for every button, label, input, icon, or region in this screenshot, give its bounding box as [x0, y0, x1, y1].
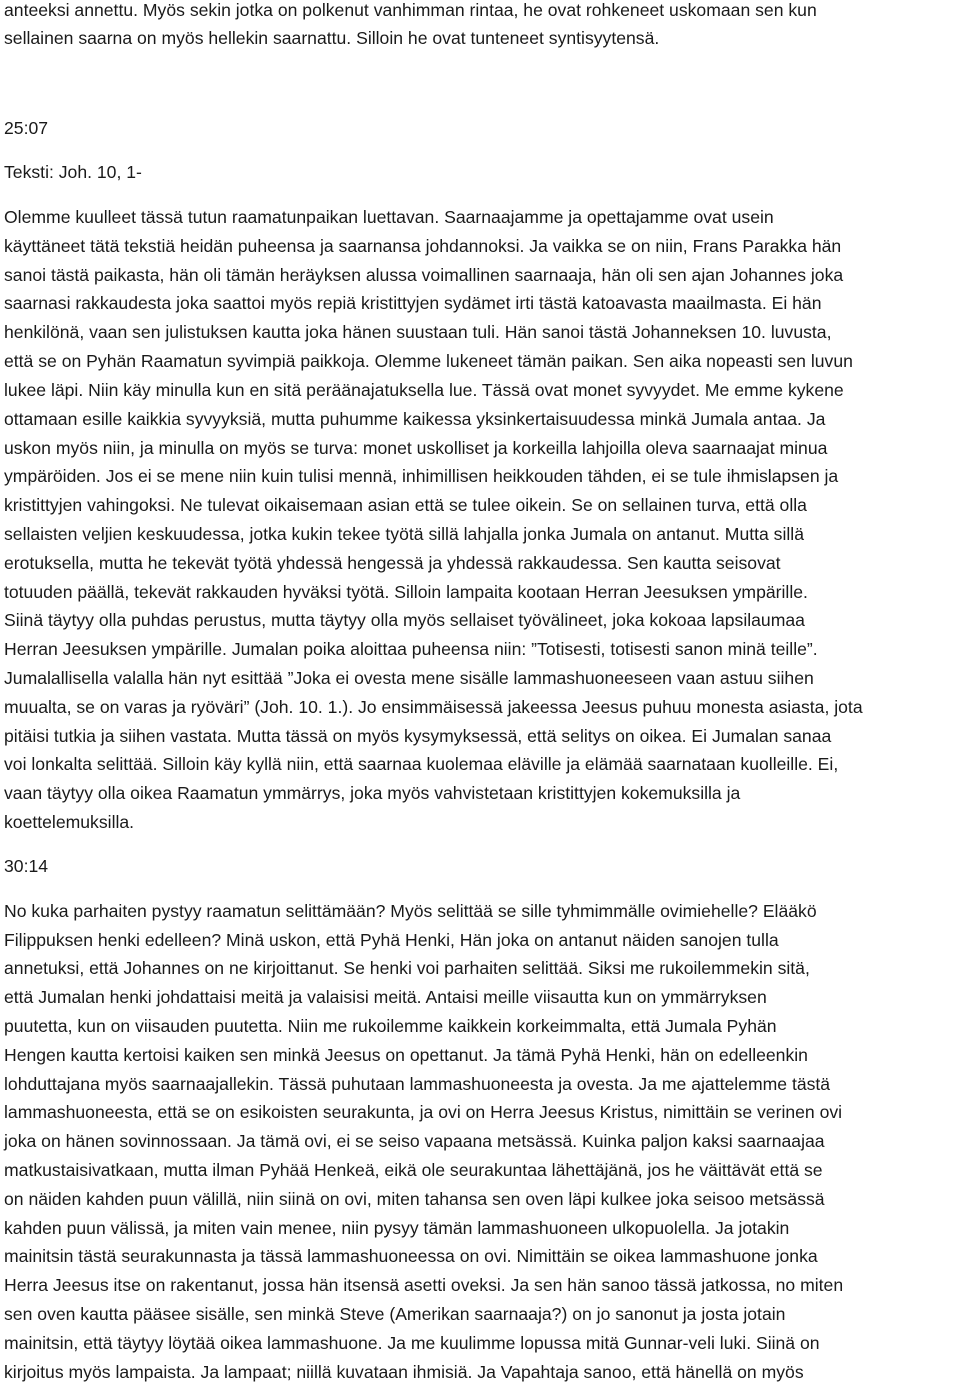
- text-line: kristittyjen vahingoksi. Ne tulevat oikaisemaan asian että se tulee oikein. Se on sellainen turva, että olla: [4, 495, 807, 515]
- text-line: saarnasi rakkaudesta joka saattoi myös repiä kristittyjen sydämet irti tästä katoavasta maailmasta. Ei hän: [4, 293, 822, 313]
- text-line: anteeksi annettu. Myös sekin jotka on polkenut vanhimman rintaa, he ovat rohkeneet uskomaan sen kun: [4, 0, 817, 20]
- text-line: henkilönä, vaan sen julistuksen kautta joka hänen suustaan tuli. Hän sanoi tästä Johanneksen 10. luvusta,: [4, 322, 832, 342]
- text-line: käyttäneet tätä tekstiä heidän puheensa ja saarnansa johdannoksi. Ja vaikka se on niin, Frans Parakka hän: [4, 236, 842, 256]
- text-line: lohduttajana myös saarnaajallekin. Tässä puhutaan lammashuoneesta ja ovesta. Ja me ajattelemme tästä: [4, 1074, 831, 1094]
- text-line: kirjoitus myös lampaista. Ja lampaat; niillä kuvataan ihmisiä. Ja Vapahtaja sanoo, että hänellä on myös: [4, 1362, 804, 1382]
- text-line: annetuksi, että Johannes on ne kirjoittanut. Se henki voi parhaiten selittää. Siksi me rukoilemmekin sitä,: [4, 958, 810, 978]
- text-line: että se on Pyhän Raamatun syvimpiä paikkoja. Olemme lukeneet tämän paikan. Sen aika nopeasti sen luvun: [4, 351, 853, 371]
- scripture-reference: Teksti: Joh. 10, 1-: [4, 162, 142, 182]
- text-line: sen oven kautta pääsee sisälle, sen minkä Steve (Amerikan saarnaaja?) on jo sanonut ja josta jotain: [4, 1304, 786, 1324]
- text-line: Hengen kautta kertoisi kaiken sen minkä Jeesus on opettanut. Ja tämä Pyhä Henki, hän on edelleenkin: [4, 1045, 808, 1065]
- text-line: on näiden kahden puun välillä, niin siinä on ovi, miten tahansa sen oven läpi kulkee joka seisoo metsässä: [4, 1189, 825, 1209]
- text-line: mainitsin, että täytyy löytää oikea lammashuone. Ja me kuulimme lopussa mitä Gunnar-veli luki. Siinä on: [4, 1333, 820, 1353]
- text-line: lukee läpi. Niin käy minulla kun en sitä peräänajatuksella lue. Tässä ovat monet syvyydet. Me emme kykene: [4, 380, 844, 400]
- text-line: joka on hänen sovinnossaan. Ja tämä ovi, ei se seiso vapaana metsässä. Kuinka paljon kaksi saarnaajaa: [4, 1131, 825, 1151]
- text-line: kahden puun välissä, ja miten vain menee, niin pysyy tämän lammashuoneen ulkopuolella. Ja jotakin: [4, 1218, 790, 1238]
- text-line: Olemme kuulleet tässä tutun raamatunpaikan luettavan. Saarnaajamme ja opettajamme ovat usein: [4, 207, 774, 227]
- text-line: voi lonkalta selittää. Silloin käy kyllä niin, että saarnaa kuolemaa eläville ja elämää saarnataan kuolleille. Ei,: [4, 754, 839, 774]
- text-line: Jumalallisella valalla hän nyt esittää ”Joka ei ovesta mene sisälle lammashuoneeseen vaan astuu siihen: [4, 668, 814, 688]
- text-line: sellainen saarna on myös hellekin saarnattu. Silloin he ovat tunteneet syntisyytensä.: [4, 28, 660, 48]
- text-line: sanoi tästä paikasta, hän oli tämän heräyksen alussa voimallinen saarnaaja, hän oli sen ajan Johannes joka: [4, 265, 844, 285]
- text-line: muualta, se on varas ja ryöväri” (Joh. 10. 1.). Jo ensimmäisessä jakeessa Jeesus puhuu monesta asiasta, jota: [4, 697, 863, 717]
- text-line: Herran Jeesuksen ympärille. Jumalan poika aloittaa puheensa niin: ”Totisesti, totisesti sanon minä teille”.: [4, 639, 818, 659]
- text-line: Siinä täytyy olla puhdas perustus, mutta täytyy olla myös sellaiset työvälineet, joka kokoaa lapsilaumaa: [4, 610, 805, 630]
- text-line: ottamaan esille kaikkia syvyyksiä, mutta puhumme kaikessa yksinkertaisuudessa minkä Jumala antaa. Ja: [4, 409, 826, 429]
- text-line: vaan täytyy olla oikea Raamatun ymmärrys, joka myös vahvistetaan kristittyjen kokemuksilla ja: [4, 783, 741, 803]
- text-line: ympäröiden. Jos ei se mene niin kuin tulisi mennä, inhimillisen heikkouden tähden, ei se tule ihmislapsen ja: [4, 466, 839, 486]
- text-line: että Jumalan henki johdattaisi meitä ja valaisisi meitä. Antaisi meille viisautta kun on ymmärryksen: [4, 987, 767, 1007]
- text-line: Herra Jeesus itse on rakentanut, jossa hän itsensä asetti oveksi. Ja sen hän sanoo tässä jatkossa, no miten: [4, 1275, 844, 1295]
- text-line: totuuden päällä, tekevät rakkauden hyväksi työtä. Silloin lampaita kootaan Herran Jeesuksen ympärille.: [4, 582, 808, 602]
- text-line: Filippuksen henki edelleen? Minä uskon, että Pyhä Henki, Hän joka on antanut näiden sanojen tulla: [4, 930, 779, 950]
- text-line: mainitsin tästä seurakunnasta ja tässä lammashuoneessa on ovi. Nimittäin se oikea lammashuone jonka: [4, 1246, 818, 1266]
- text-line: sellaisten veljien keskuudessa, jotka kukin tekee työtä sillä lahjalla jonka Jumala on antanut. Mutta sillä: [4, 524, 804, 544]
- text-line: puutetta, kun on viisauden puutetta. Niin me rukoilemme kaikkein korkeimmalta, että Jumala Pyhän: [4, 1016, 777, 1036]
- text-line: No kuka parhaiten pystyy raamatun selittämään? Myös selittää se sille tyhmimmälle ovimiehelle? Elääkö: [4, 901, 817, 921]
- text-line: lammashuoneesta, että se on esikoisten seurakunta, ja ovi on Herra Jeesus Kristus, nimittäin se verinen ovi: [4, 1102, 843, 1122]
- text-line: pitäisi tutkia ja siihen vastata. Mutta tässä on myös kysymyksessä, että selitys on oikea. Ei Jumalan sanaa: [4, 726, 832, 746]
- timestamp: 25:07: [4, 118, 49, 138]
- text-line: uskon myös niin, ja minulla on myös se turva: monet uskolliset ja korkeilla lahjoilla oleva saarnaajat minua: [4, 438, 828, 458]
- timestamp: 30:14: [4, 856, 49, 876]
- text-line: matkustaisivatkaan, mutta ilman Pyhää Henkeä, eikä ole seurakuntaa lähettäjänä, jos he väittävät että se: [4, 1160, 823, 1180]
- text-line: erotuksella, mutta he tekevät työtä yhdessä hengessä ja yhdessä rakkaudessa. Sen kautta seisovat: [4, 553, 781, 573]
- text-line: koettelemuksilla.: [4, 812, 135, 832]
